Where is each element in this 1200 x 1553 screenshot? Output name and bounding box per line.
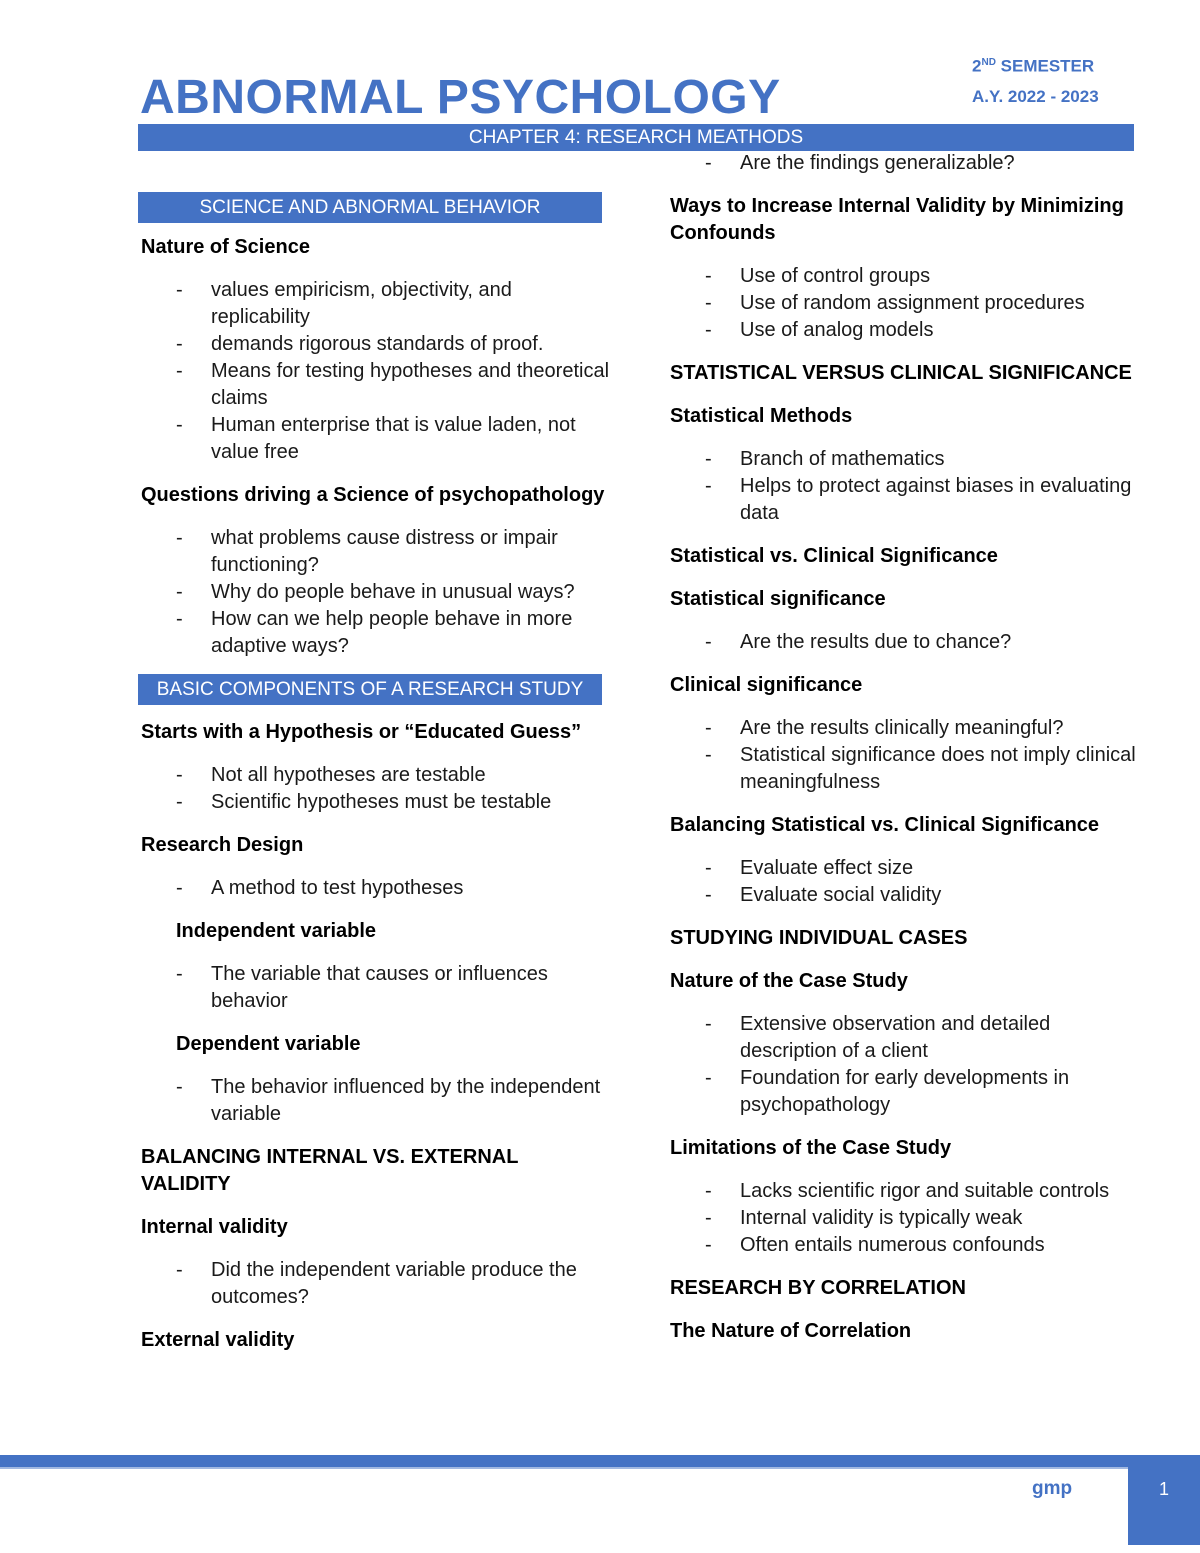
list-item: - Not all hypotheses are testable: [141, 762, 611, 789]
list-item: - Use of analog models: [670, 317, 1140, 344]
left-column: [141, 150, 611, 1354]
list-item: - Extensive observation and detailed description of a client: [670, 1011, 1140, 1065]
list-case-study-nature: [670, 1011, 1140, 1119]
heading-clinical-significance: Clinical significance: [670, 674, 863, 696]
heading-nature-of-science: Nature of Science: [141, 236, 310, 258]
list-research-design: [141, 875, 611, 902]
semester-word: SEMESTER: [1000, 56, 1095, 76]
heading-questions: Questions driving a Science of psychopathology: [141, 484, 605, 506]
list-balancing-significance: [670, 855, 1140, 909]
chapter-banner: CHAPTER 4: RESEARCH MEATHODS: [138, 124, 1134, 151]
semester-number: 2: [972, 56, 982, 76]
list-statistical-significance: [670, 629, 1140, 656]
footer-bar: [0, 1455, 1200, 1467]
list-item: - Are the findings generalizable?: [670, 150, 1140, 177]
heading-case-study-nature: Nature of the Case Study: [670, 970, 908, 992]
list-questions: [141, 525, 611, 660]
list-item: - Are the results clinically meaningful?: [670, 715, 1140, 742]
list-item: - Evaluate effect size: [670, 855, 1140, 882]
footer-initials: gmp: [1032, 1478, 1073, 1499]
page-number: 1: [1128, 1465, 1200, 1545]
list-case-study-limitations: [670, 1178, 1140, 1259]
heading-external-validity: External validity: [141, 1329, 295, 1351]
semester-suffix: ND: [981, 57, 996, 68]
heading-stat-clin-significance: Statistical vs. Clinical Significance: [670, 545, 998, 567]
list-item: - Did the independent variable produce the outcomes?: [141, 1257, 611, 1311]
heading-balancing-significance: Balancing Statistical vs. Clinical Significance: [670, 814, 1100, 836]
semester-info: [972, 48, 1172, 112]
heading-dependent-variable: Dependent variable: [176, 1033, 361, 1055]
list-item: - Branch of mathematics: [670, 446, 1140, 473]
heading-case-study-limitations: Limitations of the Case Study: [670, 1137, 952, 1159]
list-hypothesis: [141, 762, 611, 816]
list-item: - Use of random assignment procedures: [670, 290, 1140, 317]
list-item: - Internal validity is typically weak: [670, 1205, 1140, 1232]
heading-hypothesis: Starts with a Hypothesis or “Educated Guess”: [141, 721, 582, 743]
heading-individual-cases: STUDYING INDIVIDUAL CASES: [670, 927, 968, 949]
list-item: - Means for testing hypotheses and theoretical claims: [141, 358, 611, 412]
heading-ways-internal-validity: Ways to Increase Internal Validity by Minimizing Confounds: [670, 195, 1124, 244]
list-item: - The behavior influenced by the independent variable: [141, 1074, 611, 1128]
list-dependent-variable: [141, 1074, 611, 1128]
list-item: - How can we help people behave in more adaptive ways?: [141, 606, 611, 660]
list-item: - A method to test hypotheses: [141, 875, 611, 902]
list-item: - Why do people behave in unusual ways?: [141, 579, 611, 606]
list-item: - Evaluate social validity: [670, 882, 1140, 909]
list-item: - Lacks scientific rigor and suitable controls: [670, 1178, 1140, 1205]
academic-year: A.Y. 2022 - 2023: [972, 86, 1099, 106]
heading-internal-validity: Internal validity: [141, 1216, 288, 1238]
list-internal-validity: [141, 1257, 611, 1311]
section-band-science: SCIENCE AND ABNORMAL BEHAVIOR: [138, 192, 602, 223]
right-column: [670, 150, 1140, 1345]
list-item: - Human enterprise that is value laden, not value free: [141, 412, 611, 466]
list-item: - Helps to protect against biases in evaluating data: [670, 473, 1140, 527]
heading-balancing-validity: BALANCING INTERNAL VS. EXTERNAL VALIDITY: [141, 1146, 519, 1195]
heading-statistical-significance: Statistical significance: [670, 588, 886, 610]
list-item: - Foundation for early developments in psychopathology: [670, 1065, 1140, 1119]
list-item: - The variable that causes or influences behavior: [141, 961, 611, 1015]
list-statistical-methods: [670, 446, 1140, 527]
list-item: - Statistical significance does not imply clinical meaningfulness: [670, 742, 1140, 796]
list-item: - Use of control groups: [670, 263, 1140, 290]
list-item: - demands rigorous standards of proof.: [141, 331, 611, 358]
list-item: - Often entails numerous confounds: [670, 1232, 1140, 1259]
list-item: - what problems cause distress or impair functioning?: [141, 525, 611, 579]
document-title: ABNORMAL PSYCHOLOGY: [140, 71, 781, 124]
heading-statistical-vs-clinical: STATISTICAL VERSUS CLINICAL SIGNIFICANCE: [670, 362, 1132, 384]
list-item: - Scientific hypotheses must be testable: [141, 789, 611, 816]
list-ways: [670, 263, 1140, 344]
heading-nature-of-correlation: The Nature of Correlation: [670, 1320, 912, 1342]
footer-divider: [0, 1467, 1200, 1469]
heading-independent-variable: Independent variable: [176, 920, 377, 942]
section-band-basic-components: BASIC COMPONENTS OF A RESEARCH STUDY: [138, 674, 602, 705]
list-clinical-significance: [670, 715, 1140, 796]
list-nature-of-science: [141, 277, 611, 466]
list-external-validity: [670, 150, 1140, 177]
heading-research-by-correlation: RESEARCH BY CORRELATION: [670, 1277, 966, 1299]
heading-research-design: Research Design: [141, 834, 304, 856]
list-independent-variable: [141, 961, 611, 1015]
list-item: - values empiricism, objectivity, and replicability: [141, 277, 611, 331]
list-item: - Are the results due to chance?: [670, 629, 1140, 656]
heading-statistical-methods: Statistical Methods: [670, 405, 853, 427]
